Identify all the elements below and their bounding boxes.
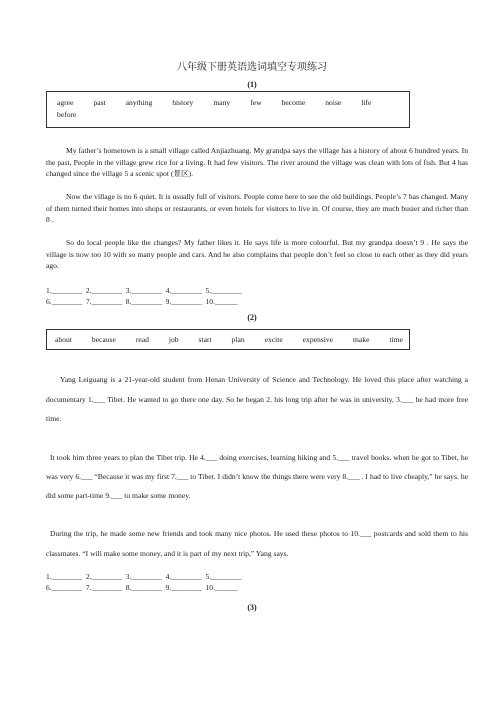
word-bank-1-item: history xyxy=(172,98,194,107)
word-bank-2 xyxy=(46,329,410,350)
answer-row: 1.________ 2.________ 3.________ 4.________ 5.________ xyxy=(46,572,242,581)
word-bank-2-item: start xyxy=(198,335,212,344)
section-3-label: (3) xyxy=(247,603,257,612)
word-bank-1-item: life xyxy=(361,98,372,107)
answer-row: 1.________ 2.________ 3.________ 4.________ 5.________ xyxy=(46,286,242,295)
word-bank-2-item: time xyxy=(389,335,403,344)
word-bank-1-item: before xyxy=(57,110,77,119)
word-bank-2-item: plan xyxy=(231,335,245,344)
passage-2-paragraph: Yang Leiguang is a 21-year-old student from Henan University of Science and Technology. He loved this place after watching a documentary 1.___ Tibet. He wanted to go there one day. So he began 2. his long trip after he was in university, 3.___ he had more free time. xyxy=(46,375,468,423)
word-bank-1-item: become xyxy=(281,98,306,107)
section-1-label: (1) xyxy=(247,80,257,89)
answer-row: 6.________ 7.________ 8.________ 9.________ 10.______ xyxy=(46,583,238,592)
word-bank-1-item: noise xyxy=(325,98,342,107)
word-bank-2-item: job xyxy=(168,335,179,344)
word-bank-2-item: expensive xyxy=(302,335,334,344)
page-title: 八年级下册英语选词填空专项练习 xyxy=(177,62,327,73)
word-bank-2-item: about xyxy=(55,335,72,344)
answer-row: 6.________ 7.________ 8.________ 9.________ 10.______ xyxy=(46,297,238,306)
word-bank-1-item: anything xyxy=(125,98,153,107)
word-bank-1-item: many xyxy=(213,98,231,107)
passage-2-paragraph: During the trip, he made some new friends and took many nice photos. He used these photos to 10.___ postcards and sold them to his classmates. “I will make some money, and it is part of my next trip,” Yang says. xyxy=(46,529,468,558)
word-bank-1-item: few xyxy=(250,98,262,107)
word-bank-1-item: past xyxy=(93,98,106,107)
section-2-label: (2) xyxy=(247,313,257,322)
word-bank-2-item: make xyxy=(353,335,370,344)
answer-lines-2 xyxy=(46,571,346,593)
word-bank-2-item: because xyxy=(91,335,116,344)
passage-1-paragraph: Now the village is no 6 quiet. It is usually full of visitors. People come here to see the old buildings. People’s 7 has changed. Many of them turned their homes into shops or restaurants, or even hotels for visitors to live in. Of course, they are much busier and richer than 8 . xyxy=(46,192,468,225)
answer-lines-1 xyxy=(46,285,346,307)
word-bank-1-item: agree xyxy=(57,98,74,107)
passage-1-paragraph: So do local people like the changes? My father likes it. He says life is more colourful. But my grandpa doesn’t 9 . He says the village is now too 10 with so many people and cars. And he also complains that people don’t feel so close to each other as they did years ago. xyxy=(46,238,468,271)
passage-2-paragraph: It took him three years to plan the Tibet trip. He 4.___ doing exercises, learning hiking and 5.___ travel books. when he got to Tibet, he was very 6.___ “Because it was my first 7.___ to Tibet. I didn’t know the things there were very 8.___ . I had to live cheaply,” he says. he did some part-time 9.___ to make some money. xyxy=(46,453,468,500)
word-bank-2-item: read xyxy=(135,335,149,344)
passage-1-paragraph: My father’s hometown is a small village called Anjiazhuang. My grandpa says the village has a history of about 6 hundred years. In the past, People in the village grew rice for a living. It had few visitors. The river around the village was clean with lots of fish. But 4 has changed since the village 5 a scenic spot (景区). xyxy=(46,146,468,179)
word-bank-1 xyxy=(46,91,410,128)
word-bank-2-item: excite xyxy=(264,335,283,344)
